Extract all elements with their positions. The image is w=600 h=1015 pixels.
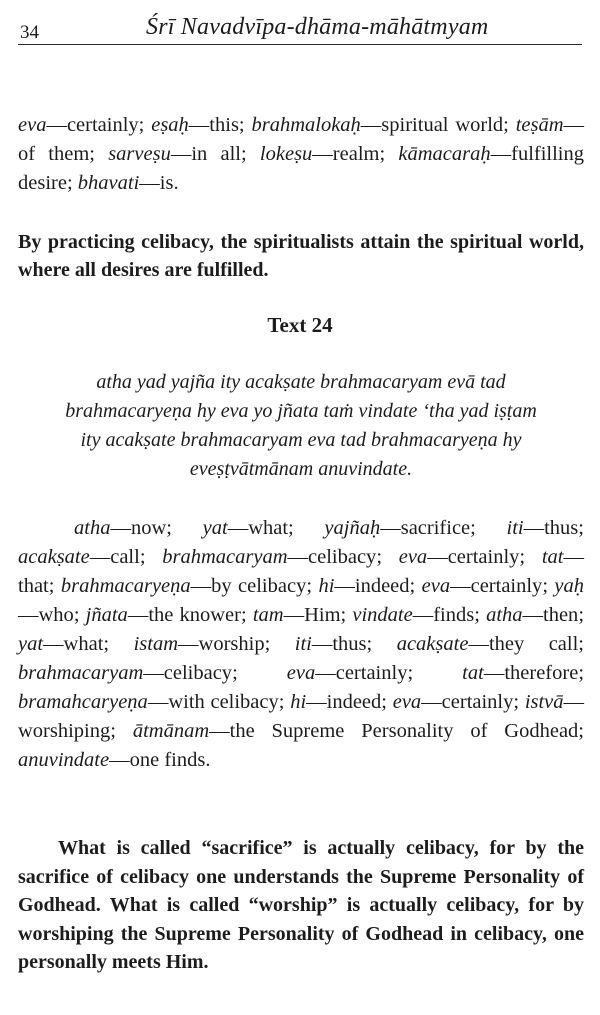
gloss-term: acakṣate — [396, 633, 469, 655]
gloss-term: hi — [290, 691, 307, 713]
gloss-term: anuvindate — [18, 749, 110, 771]
gloss-term: tat — [462, 662, 484, 684]
gloss-term: iti — [506, 517, 524, 539]
gloss-term: tam — [252, 604, 284, 626]
word-gloss-2: atha—now; yat—what; yajñaḥ—sacrifice; iti—thus; acakṣate—call; brahmacaryam—celibacy; eva—certainly; tat—that; brahmacaryeṇa—by celibacy; hi—indeed; eva—certainly; yaḥ—who; jñata—the knower; tam—Him; vindate—finds; atha—then; yat—what; istam—worship; iti—thus; acakṣate—they call; brahmacaryam—celibacy; eva—certainly; tat—therefore; bramahcaryeṇa—with celibacy; hi—indeed; eva—certainly; istvā—worshiping; ātmānam—the Supreme Personality of Godhead; anuvindate—one finds. — [18, 517, 585, 771]
text-heading: Text 24 — [267, 313, 333, 337]
gloss-term: brahmacaryam — [162, 546, 288, 568]
translation-2: What is called “sacrifice” is actually celibacy, for by the sacrifice of celibacy one understands the Supreme Personality of Godhead. What is called “worship” is actually celibacy, for by worshiping the Supreme Personality of Godhead in celibacy, one personally meets Him. — [18, 837, 584, 973]
gloss-meaning: certainly — [66, 114, 139, 136]
gloss-term: brahmalokaḥ — [251, 114, 361, 136]
gloss-term: sarveṣu — [108, 143, 171, 165]
gloss-term: acakṣate — [18, 546, 90, 568]
translation-1: By practicing celibacy, the spiritualists attain the spiritual world, where all desires are fulfilled. — [18, 231, 584, 281]
gloss-meaning: what — [248, 517, 289, 539]
gloss-meaning: indeed — [354, 575, 410, 597]
sanskrit-verse — [18, 368, 584, 484]
page-header — [18, 8, 582, 45]
gloss-term: teṣām — [515, 114, 564, 136]
gloss-term: brahmacaryeṇa — [60, 575, 191, 597]
gloss-meaning: what — [63, 633, 104, 655]
gloss-meaning: fulfilling desire — [18, 143, 585, 194]
gloss-term: eva — [18, 114, 47, 136]
gloss-meaning: worship — [198, 633, 265, 655]
gloss-term: istvā — [524, 691, 564, 713]
gloss-term: atha — [486, 604, 523, 626]
gloss-meaning: that — [18, 575, 49, 597]
word-gloss-1: eva—certainly; eṣaḥ—this; brahmalokaḥ—spiritual world; teṣām—of them; sarveṣu—in all; lokeṣu—realm; kāmacaraḥ—fulfilling desire; bhavati—is. — [18, 114, 585, 194]
gloss-term: brahmacaryam — [18, 662, 144, 684]
page-number: 34 — [20, 22, 39, 43]
gloss-meaning: the knower — [148, 604, 241, 626]
gloss-term: eṣaḥ — [151, 114, 189, 136]
gloss-term: eva — [392, 691, 422, 713]
running-title: Śrī Navadvīpa-dhāma-māhātmyam — [146, 14, 489, 40]
gloss-meaning: thus — [332, 633, 367, 655]
gloss-term: vindate — [352, 604, 413, 626]
gloss-meaning: call — [110, 546, 140, 568]
verse-line: brahmacaryeṇa hy eva yo jñata taṁ vindate ‘tha yad iṣṭam — [65, 400, 537, 422]
gloss-term: kāmacaraḥ — [398, 143, 491, 165]
gloss-term: istam — [133, 633, 179, 655]
gloss-term: yat — [202, 517, 228, 539]
gloss-meaning: realm — [332, 143, 380, 165]
gloss-meaning: celibacy — [163, 662, 233, 684]
gloss-term: eva — [421, 575, 451, 597]
gloss-meaning: certainly — [470, 575, 543, 597]
gloss-term: tat — [541, 546, 564, 568]
gloss-term: yat — [18, 633, 44, 655]
gloss-meaning: they call — [488, 633, 579, 655]
gloss-term: yaḥ — [554, 575, 585, 597]
gloss-meaning: certainly — [335, 662, 408, 684]
gloss-meaning: spiritual world — [381, 114, 504, 136]
gloss-meaning: Him — [304, 604, 341, 626]
gloss-meaning: certainly — [441, 691, 514, 713]
gloss-meaning: of them — [18, 143, 90, 165]
gloss-meaning: with celibacy — [168, 691, 279, 713]
gloss-meaning: finds — [433, 604, 475, 626]
gloss-meaning: worshiping — [18, 720, 111, 742]
gloss-meaning: one finds — [129, 749, 206, 771]
gloss-meaning: sacrifice — [400, 517, 471, 539]
gloss-meaning: celibacy — [308, 546, 377, 568]
gloss-meaning: is — [159, 172, 174, 194]
gloss-term: yajñaḥ — [324, 517, 381, 539]
gloss-term: jñata — [85, 604, 128, 626]
gloss-term: bramahcaryeṇa — [18, 691, 148, 713]
gloss-meaning: now — [130, 517, 167, 539]
verse-line: eveṣṭvātmānam anuvindate. — [189, 458, 413, 480]
verse-line: ity acakṣate brahmacaryam eva tad brahmacaryeṇa hy — [80, 429, 522, 451]
gloss-meaning: then — [543, 604, 579, 626]
gloss-meaning: certainly — [447, 546, 520, 568]
gloss-meaning: this — [209, 114, 239, 136]
gloss-term: lokeṣu — [259, 143, 313, 165]
gloss-meaning: thus — [544, 517, 579, 539]
gloss-meaning: who — [38, 604, 74, 626]
gloss-meaning: in all — [191, 143, 241, 165]
gloss-meaning: by celibacy — [211, 575, 307, 597]
gloss-term: iti — [294, 633, 312, 655]
gloss-term: ātmānam — [132, 720, 210, 742]
gloss-term: eva — [398, 546, 428, 568]
gloss-meaning: indeed — [326, 691, 382, 713]
gloss-term: hi — [318, 575, 335, 597]
verse-line: atha yad yajña ity acakṣate brahmacaryam evā tad — [96, 371, 506, 393]
gloss-term: eva — [286, 662, 316, 684]
gloss-term: bhavati — [77, 172, 140, 194]
gloss-meaning: therefore — [504, 662, 579, 684]
gloss-term: atha — [74, 517, 111, 539]
gloss-meaning: the Supreme Personality of Godhead — [229, 720, 579, 742]
